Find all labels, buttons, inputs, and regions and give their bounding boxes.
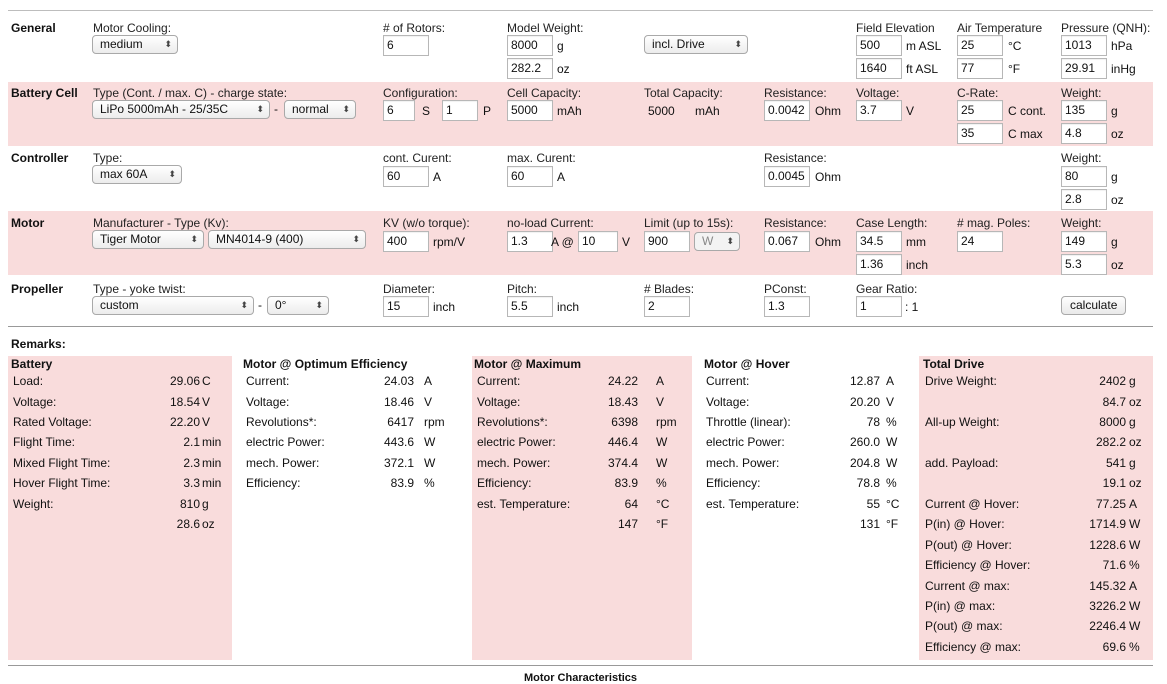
results-optimum-panel: [240, 356, 464, 660]
result-unit: V: [424, 395, 433, 409]
cell-capacity-unit: mAh: [557, 104, 582, 118]
result-value: 1228.6: [1089, 538, 1126, 552]
result-label: Voltage:: [706, 395, 750, 409]
motor-characteristics-title: Motor Characteristics: [523, 672, 638, 684]
motor-weight-g-input[interactable]: 149: [1061, 231, 1107, 252]
temp-f-unit: °F: [1008, 62, 1021, 76]
result-value: 147: [617, 517, 638, 531]
motor-weight-oz-input[interactable]: 5.3: [1061, 254, 1107, 275]
result-unit: g: [1129, 415, 1136, 429]
result-unit: W: [886, 456, 898, 470]
result-value: 810: [179, 497, 200, 511]
result-label: mech. Power:: [246, 456, 320, 470]
select-arrows-icon: ⬍: [726, 236, 734, 246]
result-value: 24.22: [607, 374, 638, 388]
result-value: 69.6: [1102, 640, 1126, 654]
controller-type-select[interactable]: max 60A ⬍: [92, 165, 182, 184]
result-unit: W: [656, 435, 668, 449]
field-elevation-label: Field Elevation: [856, 21, 935, 35]
result-value: 55: [866, 497, 880, 511]
battery-resistance-label: Resistance:: [764, 86, 827, 100]
s-unit: S: [422, 104, 431, 118]
result-label: mech. Power:: [706, 456, 780, 470]
result-label: est. Temperature:: [706, 497, 800, 511]
battery-weight-oz-unit: oz: [1111, 127, 1124, 141]
result-label: add. Payload:: [925, 456, 999, 470]
result-unit: rpm: [656, 415, 677, 429]
pressure-hpa-input[interactable]: 1013: [1061, 35, 1107, 56]
result-unit: A: [656, 374, 665, 388]
result-label: Efficiency @ max:: [925, 640, 1021, 654]
model-weight-g-unit: g: [557, 39, 564, 53]
results-hover-title: Motor @ Hover: [704, 357, 790, 371]
max-current-unit: A: [557, 170, 566, 184]
result-value: 204.8: [849, 456, 880, 470]
pressure-label: Pressure (QNH):: [1061, 21, 1151, 35]
result-unit: oz: [1129, 476, 1142, 490]
select-arrows-icon: ⬍: [164, 39, 172, 49]
noload-current-label: no-load Current:: [507, 216, 594, 230]
result-unit: W: [1129, 619, 1141, 633]
mag-poles-input[interactable]: 24: [957, 231, 1003, 252]
results-total-title: Total Drive: [923, 357, 985, 371]
battery-weight-g-unit: g: [1111, 104, 1118, 118]
motor-title: Motor: [11, 216, 45, 230]
total-capacity-value: 5000: [648, 104, 675, 118]
diameter-unit: inch: [433, 300, 456, 314]
charge-state-select[interactable]: normal ⬍: [284, 100, 356, 119]
battery-resistance-unit: Ohm: [815, 104, 842, 118]
general-title: General: [11, 21, 56, 35]
controller-weight-g-input[interactable]: 80: [1061, 166, 1107, 187]
result-value: 374.4: [607, 456, 638, 470]
gear-ratio-label: Gear Ratio:: [856, 282, 918, 296]
remarks-label: Remarks:: [11, 337, 66, 351]
calculate-button[interactable]: calculate: [1061, 296, 1126, 315]
result-value: 260.0: [849, 435, 880, 449]
total-capacity-unit: mAh: [695, 104, 720, 118]
result-unit: %: [656, 476, 667, 490]
result-label: Efficiency:: [246, 476, 301, 490]
results-maximum-panel: [472, 356, 692, 660]
controller-weight-oz-input[interactable]: 2.8: [1061, 189, 1107, 210]
result-unit: rpm: [424, 415, 445, 429]
c-max-input[interactable]: 35: [957, 123, 1003, 144]
result-label: Efficiency:: [706, 476, 761, 490]
kv-label: KV (w/o torque):: [383, 216, 470, 230]
result-unit: g: [202, 497, 209, 511]
results-optimum-title: Motor @ Optimum Efficiency: [243, 357, 408, 371]
temp-c-unit: °C: [1008, 39, 1022, 53]
result-label: Current @ Hover:: [925, 497, 1020, 511]
propeller-title: Propeller: [11, 282, 64, 296]
battery-weight-oz-input[interactable]: 4.8: [1061, 123, 1107, 144]
result-unit: min: [202, 435, 222, 449]
diameter-label: Diameter:: [383, 282, 436, 296]
results-hover-panel: [700, 356, 912, 660]
gear-ratio-suffix: : 1: [905, 300, 919, 314]
result-value: 19.1: [1102, 476, 1126, 490]
motor-resistance-unit: Ohm: [815, 235, 842, 249]
rotors-label: # of Rotors:: [383, 21, 446, 35]
result-unit: %: [1129, 640, 1140, 654]
result-value: 78: [866, 415, 880, 429]
select-arrows-icon: ⬍: [256, 104, 264, 114]
result-label: P(in) @ Hover:: [925, 517, 1005, 531]
result-value: 83.9: [614, 476, 638, 490]
battery-resistance-input[interactable]: 0.0042: [764, 100, 810, 121]
result-value: 282.2: [1095, 435, 1126, 449]
result-unit: g: [1129, 456, 1136, 470]
result-unit: W: [424, 456, 436, 470]
elevation-m-input[interactable]: 500: [856, 35, 902, 56]
cell-capacity-input[interactable]: 5000: [507, 100, 553, 121]
result-label: mech. Power:: [477, 456, 551, 470]
result-label: Throttle (linear):: [706, 415, 791, 429]
battery-weight-g-input[interactable]: 135: [1061, 100, 1107, 121]
blades-label: # Blades:: [644, 282, 695, 296]
pconst-input[interactable]: 1.3: [764, 296, 810, 317]
result-unit: %: [424, 476, 435, 490]
result-unit: V: [202, 395, 211, 409]
result-value: 8000: [1099, 415, 1126, 429]
case-mm-input[interactable]: 34.5: [856, 231, 902, 252]
result-value: 1714.9: [1089, 517, 1126, 531]
controller-resistance-unit: Ohm: [815, 170, 842, 184]
case-inch-input[interactable]: 1.36: [856, 254, 902, 275]
propeller-type-label: Type - yoke twist:: [93, 282, 186, 296]
results-divider: [8, 326, 1153, 327]
result-value: 71.6: [1102, 558, 1126, 572]
result-unit: V: [202, 415, 211, 429]
mag-poles-label: # mag. Poles:: [957, 216, 1031, 230]
result-unit: g: [1129, 374, 1136, 388]
temp-f-input[interactable]: 77: [957, 58, 1003, 79]
result-unit: °F: [656, 517, 669, 531]
select-arrows-icon: ⬍: [352, 234, 360, 244]
motor-cooling-label: Motor Cooling:: [93, 21, 172, 35]
c-cont-input[interactable]: 25: [957, 100, 1003, 121]
pitch-label: Pitch:: [507, 282, 538, 296]
motor-model-select[interactable]: MN4014-9 (400) ⬍: [208, 230, 366, 249]
result-label: Load:: [13, 374, 44, 388]
result-unit: %: [886, 476, 897, 490]
result-unit: V: [656, 395, 665, 409]
motor-manufacturer-select[interactable]: Tiger Motor ⬍: [92, 230, 204, 249]
result-label: Rated Voltage:: [13, 415, 92, 429]
result-label: est. Temperature:: [477, 497, 571, 511]
battery-cell-title: Battery Cell: [11, 86, 78, 100]
select-arrows-icon: ⬍: [190, 234, 198, 244]
result-value: 2.1: [183, 435, 200, 449]
p-unit: P: [483, 104, 492, 118]
c-rate-label: C-Rate:: [957, 86, 999, 100]
select-arrows-icon: ⬍: [342, 104, 350, 114]
bottom-divider: [8, 665, 1153, 666]
result-unit: min: [202, 456, 222, 470]
result-unit: W: [424, 435, 436, 449]
result-label: Weight:: [13, 497, 54, 511]
result-value: 6398: [611, 415, 638, 429]
rotors-input[interactable]: 6: [383, 35, 429, 56]
result-unit: %: [886, 415, 897, 429]
limit-unit-select[interactable]: W ⬍: [694, 232, 740, 251]
result-label: Efficiency:: [477, 476, 532, 490]
controller-resistance-input[interactable]: 0.0045: [764, 166, 810, 187]
motor-cooling-select[interactable]: medium ⬍: [92, 35, 178, 54]
result-value: 131: [859, 517, 880, 531]
motor-weight-g-unit: g: [1111, 235, 1118, 249]
c-max-unit: C max: [1008, 127, 1043, 141]
pitch-input[interactable]: 5.5: [507, 296, 553, 317]
result-value: 18.46: [383, 395, 414, 409]
noload-at-label: A @: [551, 235, 574, 249]
diameter-input[interactable]: 15: [383, 296, 429, 317]
result-unit: W: [886, 435, 898, 449]
result-value: 443.6: [383, 435, 414, 449]
result-unit: A: [1129, 579, 1138, 593]
propeller-type-select[interactable]: custom ⬍: [92, 296, 254, 315]
result-value: 3226.2: [1089, 599, 1126, 613]
controller-resistance-label: Resistance:: [764, 151, 827, 165]
result-unit: W: [656, 456, 668, 470]
controller-weight-g-unit: g: [1111, 170, 1118, 184]
result-value: 2246.4: [1089, 619, 1126, 633]
result-value: 24.03: [383, 374, 414, 388]
model-weight-oz-unit: oz: [557, 62, 570, 76]
elevation-m-unit: m ASL: [906, 39, 942, 53]
result-value: 12.87: [849, 374, 880, 388]
noload-voltage-input[interactable]: 10: [578, 231, 618, 252]
motor-weight-oz-unit: oz: [1111, 258, 1124, 272]
gear-ratio-input[interactable]: 1: [856, 296, 902, 317]
results-battery-title: Battery: [11, 357, 53, 371]
result-value: 20.20: [849, 395, 880, 409]
result-value: 64: [624, 497, 638, 511]
result-value: 3.3: [183, 476, 200, 490]
battery-voltage-unit: V: [906, 104, 915, 118]
result-unit: min: [202, 476, 222, 490]
result-value: 372.1: [383, 456, 414, 470]
result-value: 18.43: [607, 395, 638, 409]
result-label: P(out) @ max:: [925, 619, 1003, 633]
result-label: Current:: [477, 374, 521, 388]
result-label: electric Power:: [477, 435, 556, 449]
top-divider: [8, 10, 1153, 11]
result-label: All-up Weight:: [925, 415, 1000, 429]
result-value: 77.25: [1095, 497, 1126, 511]
result-unit: °C: [656, 497, 670, 511]
battery-type-dash: -: [274, 102, 278, 116]
cont-current-unit: A: [433, 170, 442, 184]
battery-type-label: Type (Cont. / max. C) - charge state:: [93, 86, 288, 100]
controller-type-label: Type:: [93, 151, 123, 165]
yoke-twist-select[interactable]: 0° ⬍: [267, 296, 329, 315]
result-value: 2402: [1099, 374, 1126, 388]
pressure-inhg-unit: inHg: [1111, 62, 1136, 76]
select-arrows-icon: ⬍: [240, 300, 248, 310]
result-label: Revolutions*:: [477, 415, 548, 429]
result-label: Mixed Flight Time:: [13, 456, 111, 470]
result-value: 18.54: [169, 395, 200, 409]
cont-current-input[interactable]: 60: [383, 166, 429, 187]
case-length-label: Case Length:: [856, 216, 928, 230]
result-label: Current @ max:: [925, 579, 1010, 593]
motor-type-label: Manufacturer - Type (Kv):: [93, 216, 229, 230]
blades-input[interactable]: 2: [644, 296, 690, 317]
drive-mode-select[interactable]: incl. Drive ⬍: [644, 35, 748, 54]
result-unit: °C: [886, 497, 900, 511]
result-value: 28.6: [176, 517, 200, 531]
result-unit: W: [1129, 599, 1141, 613]
elevation-ft-unit: ft ASL: [906, 62, 939, 76]
result-unit: oz: [1129, 435, 1142, 449]
cont-current-label: cont. Curent:: [383, 151, 452, 165]
controller-title: Controller: [11, 151, 69, 165]
result-label: Current:: [706, 374, 750, 388]
result-label: P(out) @ Hover:: [925, 538, 1012, 552]
motor-resistance-label: Resistance:: [764, 216, 827, 230]
limit-label: Limit (up to 15s):: [644, 216, 734, 230]
noload-voltage-unit: V: [622, 235, 631, 249]
result-value: 22.20: [169, 415, 200, 429]
result-label: Current:: [246, 374, 290, 388]
cells-s-input[interactable]: 6: [383, 100, 415, 121]
battery-type-select[interactable]: LiPo 5000mAh - 25/35C ⬍: [92, 100, 270, 119]
result-value: 78.8: [856, 476, 880, 490]
pressure-inhg-input[interactable]: 29.91: [1061, 58, 1107, 79]
pressure-hpa-unit: hPa: [1111, 39, 1133, 53]
select-arrows-icon: ⬍: [734, 39, 742, 49]
c-cont-unit: C cont.: [1008, 104, 1047, 118]
result-unit: oz: [202, 517, 215, 531]
result-unit: W: [1129, 538, 1141, 552]
result-label: Voltage:: [477, 395, 521, 409]
battery-voltage-input[interactable]: 3.7: [856, 100, 902, 121]
model-weight-oz-input[interactable]: 282.2: [507, 58, 553, 79]
kv-input[interactable]: 400: [383, 231, 429, 252]
battery-voltage-label: Voltage:: [856, 86, 900, 100]
result-label: Efficiency @ Hover:: [925, 558, 1031, 572]
result-unit: W: [1129, 517, 1141, 531]
elevation-ft-input[interactable]: 1640: [856, 58, 902, 79]
result-label: Voltage:: [13, 395, 57, 409]
motor-resistance-input[interactable]: 0.067: [764, 231, 810, 252]
results-total-panel: [919, 356, 1153, 660]
controller-weight-oz-unit: oz: [1111, 193, 1124, 207]
temp-c-input[interactable]: 25: [957, 35, 1003, 56]
result-unit: oz: [1129, 395, 1142, 409]
max-current-input[interactable]: 60: [507, 166, 553, 187]
result-unit: V: [886, 395, 895, 409]
model-weight-label: Model Weight:: [507, 21, 584, 35]
result-unit: %: [1129, 558, 1140, 572]
result-value: 2.3: [183, 456, 200, 470]
total-capacity-label: Total Capacity:: [644, 86, 723, 100]
pitch-unit: inch: [557, 300, 580, 314]
result-label: Drive Weight:: [925, 374, 997, 388]
limit-input[interactable]: 900: [644, 231, 690, 252]
result-value: 84.7: [1102, 395, 1126, 409]
result-label: Flight Time:: [13, 435, 76, 449]
result-unit: °F: [886, 517, 899, 531]
cell-capacity-label: Cell Capacity:: [507, 86, 582, 100]
result-label: Hover Flight Time:: [13, 476, 111, 490]
configuration-label: Configuration:: [383, 86, 458, 100]
result-unit: A: [424, 374, 433, 388]
case-inch-unit: inch: [906, 258, 929, 272]
result-value: 6417: [387, 415, 414, 429]
result-label: Revolutions*:: [246, 415, 317, 429]
pconst-label: PConst:: [764, 282, 807, 296]
kv-unit: rpm/V: [433, 235, 466, 249]
result-value: 83.9: [390, 476, 414, 490]
battery-weight-label: Weight:: [1061, 86, 1102, 100]
cells-p-input[interactable]: 1: [442, 100, 478, 121]
air-temperature-label: Air Temperature: [957, 21, 1043, 35]
result-label: Voltage:: [246, 395, 290, 409]
result-label: P(in) @ max:: [925, 599, 996, 613]
model-weight-g-input[interactable]: 8000: [507, 35, 553, 56]
result-label: electric Power:: [246, 435, 325, 449]
result-unit: C: [202, 374, 211, 388]
result-value: 29.06: [169, 374, 200, 388]
result-value: 446.4: [607, 435, 638, 449]
result-unit: A: [886, 374, 895, 388]
max-current-label: max. Curent:: [507, 151, 576, 165]
result-label: electric Power:: [706, 435, 785, 449]
select-arrows-icon: ⬍: [168, 169, 176, 179]
result-value: 541: [1105, 456, 1126, 470]
propeller-type-dash: -: [258, 298, 262, 312]
result-unit: A: [1129, 497, 1138, 511]
controller-weight-label: Weight:: [1061, 151, 1102, 165]
results-battery-panel: [8, 356, 232, 660]
noload-current-input[interactable]: 1.3: [507, 231, 553, 252]
motor-weight-label: Weight:: [1061, 216, 1102, 230]
select-arrows-icon: ⬍: [315, 300, 323, 310]
results-maximum-title: Motor @ Maximum: [474, 357, 582, 371]
result-value: 145.32: [1089, 579, 1126, 593]
case-mm-unit: mm: [906, 235, 926, 249]
